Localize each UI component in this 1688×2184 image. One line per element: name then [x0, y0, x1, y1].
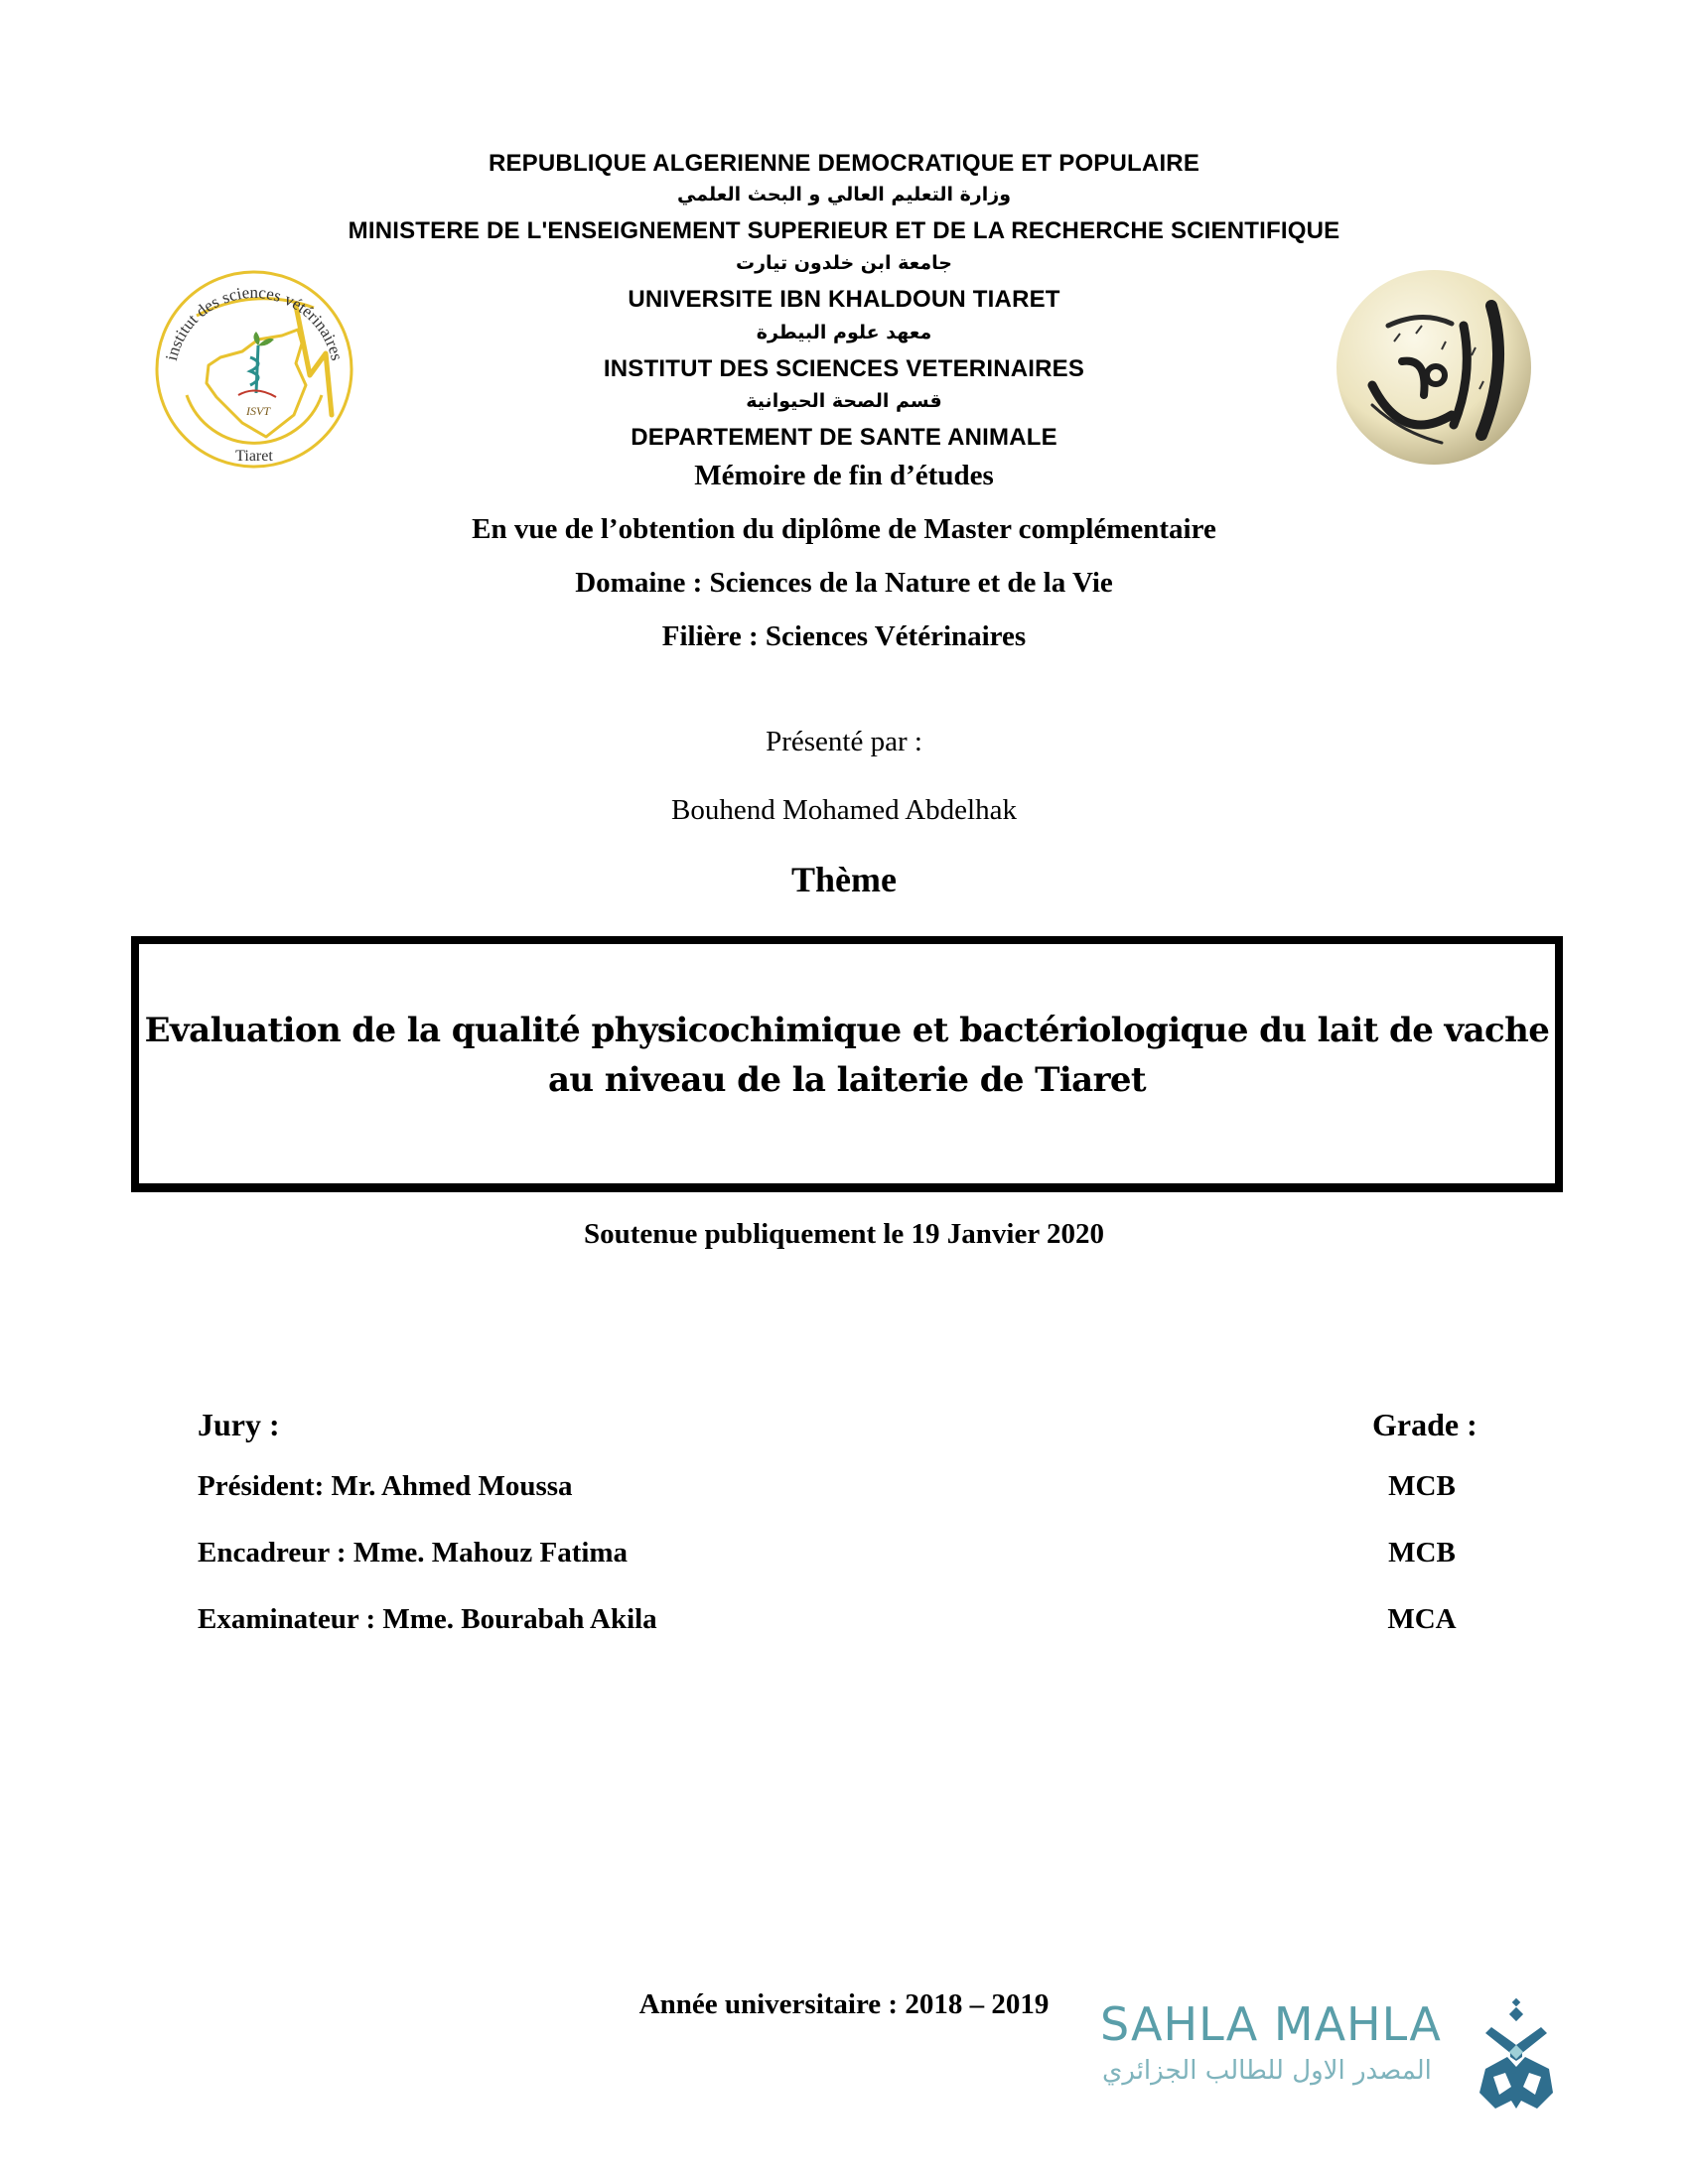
- svg-text:Tiaret: Tiaret: [235, 448, 273, 465]
- thesis-title-box: [131, 936, 1563, 1192]
- jury-grade-president: MCB: [1388, 1470, 1456, 1502]
- svg-text:institut des sciences vétérina: institut des sciences vétérinaires: [161, 282, 348, 363]
- ministry-heading: MINISTERE DE L'ENSEIGNEMENT SUPERIEUR ET DE LA RECHERCHE SCIENTIFIQUE: [348, 217, 1340, 244]
- department-heading-ar: قسم الصحة الحيوانية: [746, 390, 942, 412]
- jury-heading: Jury :: [198, 1407, 280, 1442]
- presented-by-label: Présenté par :: [766, 726, 922, 757]
- domain-line: Domaine : Sciences de la Nature et de la Vie: [575, 567, 1113, 599]
- institute-heading: INSTITUT DES SCIENCES VETERINAIRES: [603, 355, 1085, 382]
- ministry-heading-ar: وزارة التعليم العالي و البحث العلمي: [677, 184, 1011, 205]
- jury-member-president: Président: Mr. Ahmed Moussa: [198, 1470, 573, 1502]
- republic-heading: REPUBLIQUE ALGERIENNE DEMOCRATIQUE ET POPULAIRE: [488, 150, 1200, 177]
- author-name: Bouhend Mohamed Abdelhak: [671, 794, 1017, 826]
- thesis-title-line-1: Evaluation de la qualité physicochimique et bactériologique du lait de vache: [144, 1011, 1550, 1050]
- sahla-mahla-emblem-icon: [1477, 1997, 1557, 2116]
- svg-text:ISVT: ISVT: [246, 404, 270, 418]
- degree-purpose: En vue de l’obtention du diplôme de Master complémentaire: [472, 513, 1216, 545]
- institute-heading-ar: معهد علوم البيطرة: [756, 322, 932, 343]
- field-line: Filière : Sciences Vétérinaires: [661, 620, 1027, 652]
- memoire-type: Mémoire de fin d’études: [694, 460, 994, 491]
- defense-date: Soutenue publiquement le 19 Janvier 2020: [584, 1218, 1104, 1250]
- sahla-mahla-watermark: [1100, 1997, 1557, 2116]
- department-heading: DEPARTEMENT DE SANTE ANIMALE: [631, 424, 1057, 451]
- academic-year: Année universitaire : 2018 – 2019: [638, 1988, 1050, 2020]
- university-heading: UNIVERSITE IBN KHALDOUN TIARET: [628, 286, 1060, 313]
- university-heading-ar: جامعة ابن خلدون تيارت: [736, 252, 952, 274]
- grade-heading: Grade :: [1372, 1407, 1477, 1442]
- thesis-title: [139, 1006, 1555, 1105]
- theme-label: Thème: [791, 860, 897, 899]
- watermark-brand: SAHLA MAHLA: [1100, 1997, 1442, 2051]
- jury-grade-supervisor: MCB: [1388, 1537, 1456, 1569]
- jury-grade-examiner: MCA: [1387, 1603, 1457, 1635]
- watermark-tagline: المصدر الاول للطالب الجزائري: [1102, 2056, 1432, 2086]
- jury-member-supervisor: Encadreur : Mme. Mahouz Fatima: [198, 1537, 629, 1569]
- thesis-title-line-2: au niveau de la laiterie de Tiaret: [547, 1060, 1147, 1100]
- jury-member-examiner: Examinateur : Mme. Bourabah Akila: [198, 1603, 657, 1635]
